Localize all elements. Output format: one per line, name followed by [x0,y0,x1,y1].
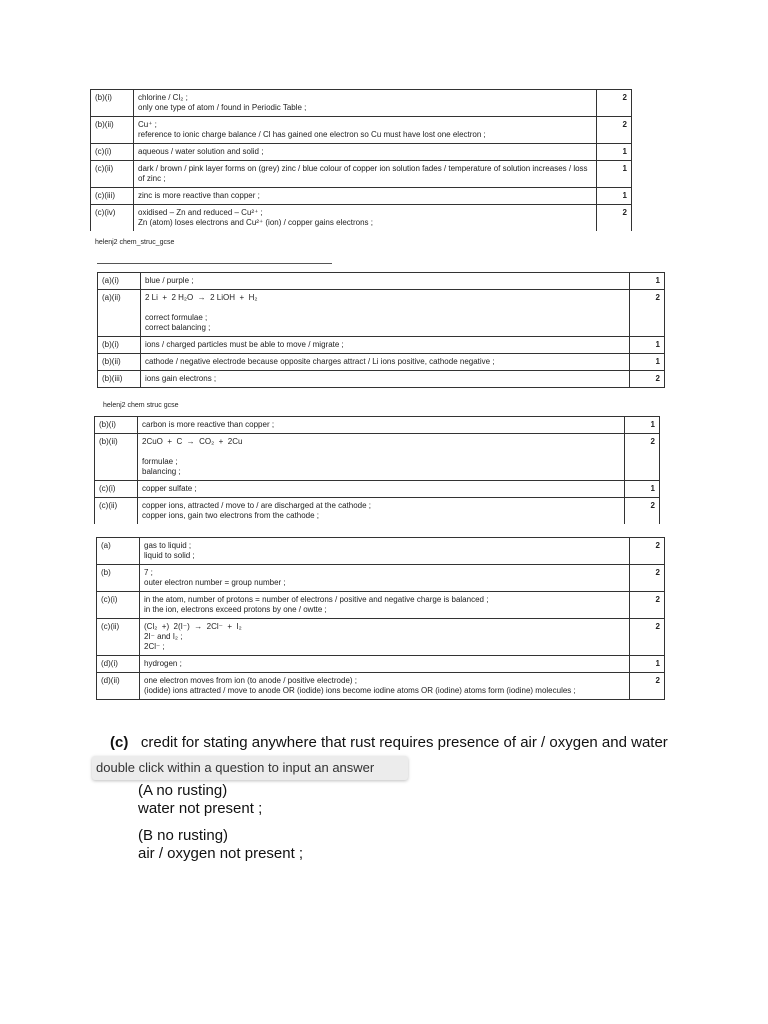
answer-cell [134,117,597,144]
mark-value: 2 [597,90,632,117]
answer-line: formulae ; [142,457,178,466]
question-number: (c)(ii) [91,161,134,188]
mark-value: 1 [630,656,665,673]
answer-line: one electron moves from ion (to anode / positive electrode) ; [144,676,357,685]
answer-cell [141,371,630,388]
table-row[interactable] [98,290,665,337]
answer-line: chlorine / Cl₂ ; [138,93,188,102]
answer-cell [138,498,625,525]
table-row[interactable] [91,144,632,161]
mark-value: 2 [625,434,660,481]
answer-line: correct formulae ; [145,313,208,322]
markscheme-table-2 [97,272,665,388]
table-row[interactable] [91,161,632,188]
answer-line: reference to ionic charge balance / Cl has gained one electron so Cu must have lost one electron ; [138,130,486,139]
table-row[interactable] [97,592,665,619]
question-number: (b) [97,565,140,592]
question-number: (b)(i) [98,337,141,354]
answer-cell [141,337,630,354]
answer-cell [140,565,630,592]
answer-line: carbon is more reactive than copper ; [142,420,275,429]
mark-value: 1 [597,161,632,188]
rust-heading-text: credit for stating anywhere that rust requires presence of air / oxygen and water [140,734,668,751]
mark-value: 1 [630,273,665,290]
answer-cell [134,90,597,117]
table-3 [94,416,660,524]
rust-a-label: (A no rusting) [138,782,228,799]
answer-cell [141,273,630,290]
answer-cell [140,656,630,673]
answer-cell [134,205,597,232]
question-number: (c)(iii) [91,188,134,205]
table-row[interactable] [91,90,632,117]
rust-heading [110,734,668,751]
table-row[interactable] [91,117,632,144]
answer-line: ions / charged particles must be able to move / migrate ; [145,340,344,349]
table-row[interactable] [97,673,665,700]
mark-value: 2 [597,205,632,232]
mark-value: 2 [630,592,665,619]
answer-cell [134,144,597,161]
mark-value: 2 [630,371,665,388]
answer-cell [134,188,597,205]
question-number: (c)(i) [91,144,134,161]
answer-cell [140,619,630,656]
question-number: (d)(i) [97,656,140,673]
mark-value: 2 [630,290,665,337]
question-number: (c)(ii) [95,498,138,525]
answer-line: copper ions, gain two electrons from the cathode ; [142,511,319,520]
table-1 [90,89,632,231]
answer-line [145,303,625,313]
table-4 [96,537,665,700]
answer-line: in the atom, number of protons = number of electrons / positive and negative charge is balanced ; [144,595,489,604]
answer-cell [134,161,597,188]
table-row[interactable] [95,434,660,481]
answer-line: copper sulfate ; [142,484,197,493]
markscheme-table-4 [96,537,665,700]
footer-label-2: helenj2 chem struc gcse [103,402,179,409]
mark-value: 1 [625,417,660,434]
question-number: (b)(i) [95,417,138,434]
table-row[interactable] [97,538,665,565]
answer-cell [138,417,625,434]
mark-value: 1 [597,144,632,161]
answer-line: aqueous / water solution and solid ; [138,147,264,156]
answer-line: 2 Li + 2 H₂O → 2 LiOH + H₂ [145,293,258,302]
question-number: (c)(i) [97,592,140,619]
mark-value: 1 [625,481,660,498]
markscheme-table-3 [94,416,660,524]
table-row[interactable] [97,565,665,592]
question-number: (b)(ii) [91,117,134,144]
question-number: (a) [97,538,140,565]
table-row[interactable] [95,417,660,434]
answer-cell [140,673,630,700]
mark-value: 2 [625,498,660,525]
answer-line: cathode / negative electrode because opposite charges attract / Li ions positive, cathode negative ; [145,357,495,366]
answer-line: oxidised – Zn and reduced – Cu²⁺ ; [138,208,263,217]
answer-line [142,447,620,457]
question-number: (b)(iii) [98,371,141,388]
answer-line: (iodide) ions attracted / move to anode OR (iodide) ions become iodine atoms OR (iodine) atoms form (iodine) molecules ; [144,686,576,695]
markscheme-table-1 [90,89,632,231]
mark-value: 1 [630,337,665,354]
table-row[interactable] [91,205,632,232]
answer-line: gas to liquid ; [144,541,192,550]
mark-value: 2 [630,619,665,656]
question-number: (b)(i) [91,90,134,117]
question-number: (b)(ii) [95,434,138,481]
table-row[interactable] [98,337,665,354]
question-number: (b)(ii) [98,354,141,371]
rust-heading-label: (c) [110,734,129,751]
table-row[interactable] [98,371,665,388]
question-number: (a)(i) [98,273,141,290]
input-hint-tooltip: double click within a question to input an answer [92,756,408,780]
answer-cell [140,538,630,565]
answer-line: only one type of atom / found in Periodic Table ; [138,103,307,112]
answer-line: Zn (atom) loses electrons and Cu²⁺ (ion) / copper gains electrons ; [138,218,373,227]
answer-cell [141,354,630,371]
table-row[interactable] [95,481,660,498]
rust-b-label: (B no rusting) [138,827,229,844]
answer-line: balancing ; [142,467,181,476]
question-number: (a)(ii) [98,290,141,337]
answer-line: in the ion, electrons exceed protons by one / owtte ; [144,605,327,614]
question-number: (d)(ii) [97,673,140,700]
question-number: (c)(iv) [91,205,134,232]
mark-value: 1 [630,354,665,371]
answer-line: liquid to solid ; [144,551,195,560]
answer-line: copper ions, attracted / move to / are discharged at the cathode ; [142,501,372,510]
table-2 [97,272,665,388]
mark-value: 1 [597,188,632,205]
rust-b-text: air / oxygen not present ; [138,845,304,862]
answer-cell [141,290,630,337]
question-number: (c)(ii) [97,619,140,656]
rust-a-text: water not present ; [138,800,263,817]
answer-cell [138,434,625,481]
footer-label-1: helenj2 chem_struc_gcse [95,239,175,246]
answer-line: Cu⁺ ; [138,120,157,129]
answer-line: dark / brown / pink layer forms on (grey) zinc / blue colour of copper ion solution fades / temperature of solution increases / loss of zinc ; [138,164,590,183]
answer-line: 7 ; [144,568,153,577]
mark-value: 2 [597,117,632,144]
mark-value: 2 [630,673,665,700]
answer-line: hydrogen ; [144,659,182,668]
answer-line: 2Cl⁻ ; [144,642,165,651]
mark-value: 2 [630,538,665,565]
table-row[interactable] [97,619,665,656]
answer-line: 2CuO + C → CO₂ + 2Cu [142,437,243,446]
separator-line [97,263,332,264]
table-row[interactable] [98,273,665,290]
answer-cell [138,481,625,498]
mark-value: 2 [630,565,665,592]
answer-line: outer electron number = group number ; [144,578,286,587]
table-row[interactable] [91,188,632,205]
answer-line: (Cl₂ +) 2(I⁻) → 2Cl⁻ + I₂ [144,622,242,631]
answer-line: correct balancing ; [145,323,211,332]
answer-line: 2I⁻ and I₂ ; [144,632,183,641]
answer-line: zinc is more reactive than copper ; [138,191,260,200]
table-row[interactable] [95,498,660,525]
table-row[interactable] [98,354,665,371]
answer-line: blue / purple ; [145,276,194,285]
question-number: (c)(i) [95,481,138,498]
answer-cell [140,592,630,619]
answer-line: ions gain electrons ; [145,374,217,383]
table-row[interactable] [97,656,665,673]
